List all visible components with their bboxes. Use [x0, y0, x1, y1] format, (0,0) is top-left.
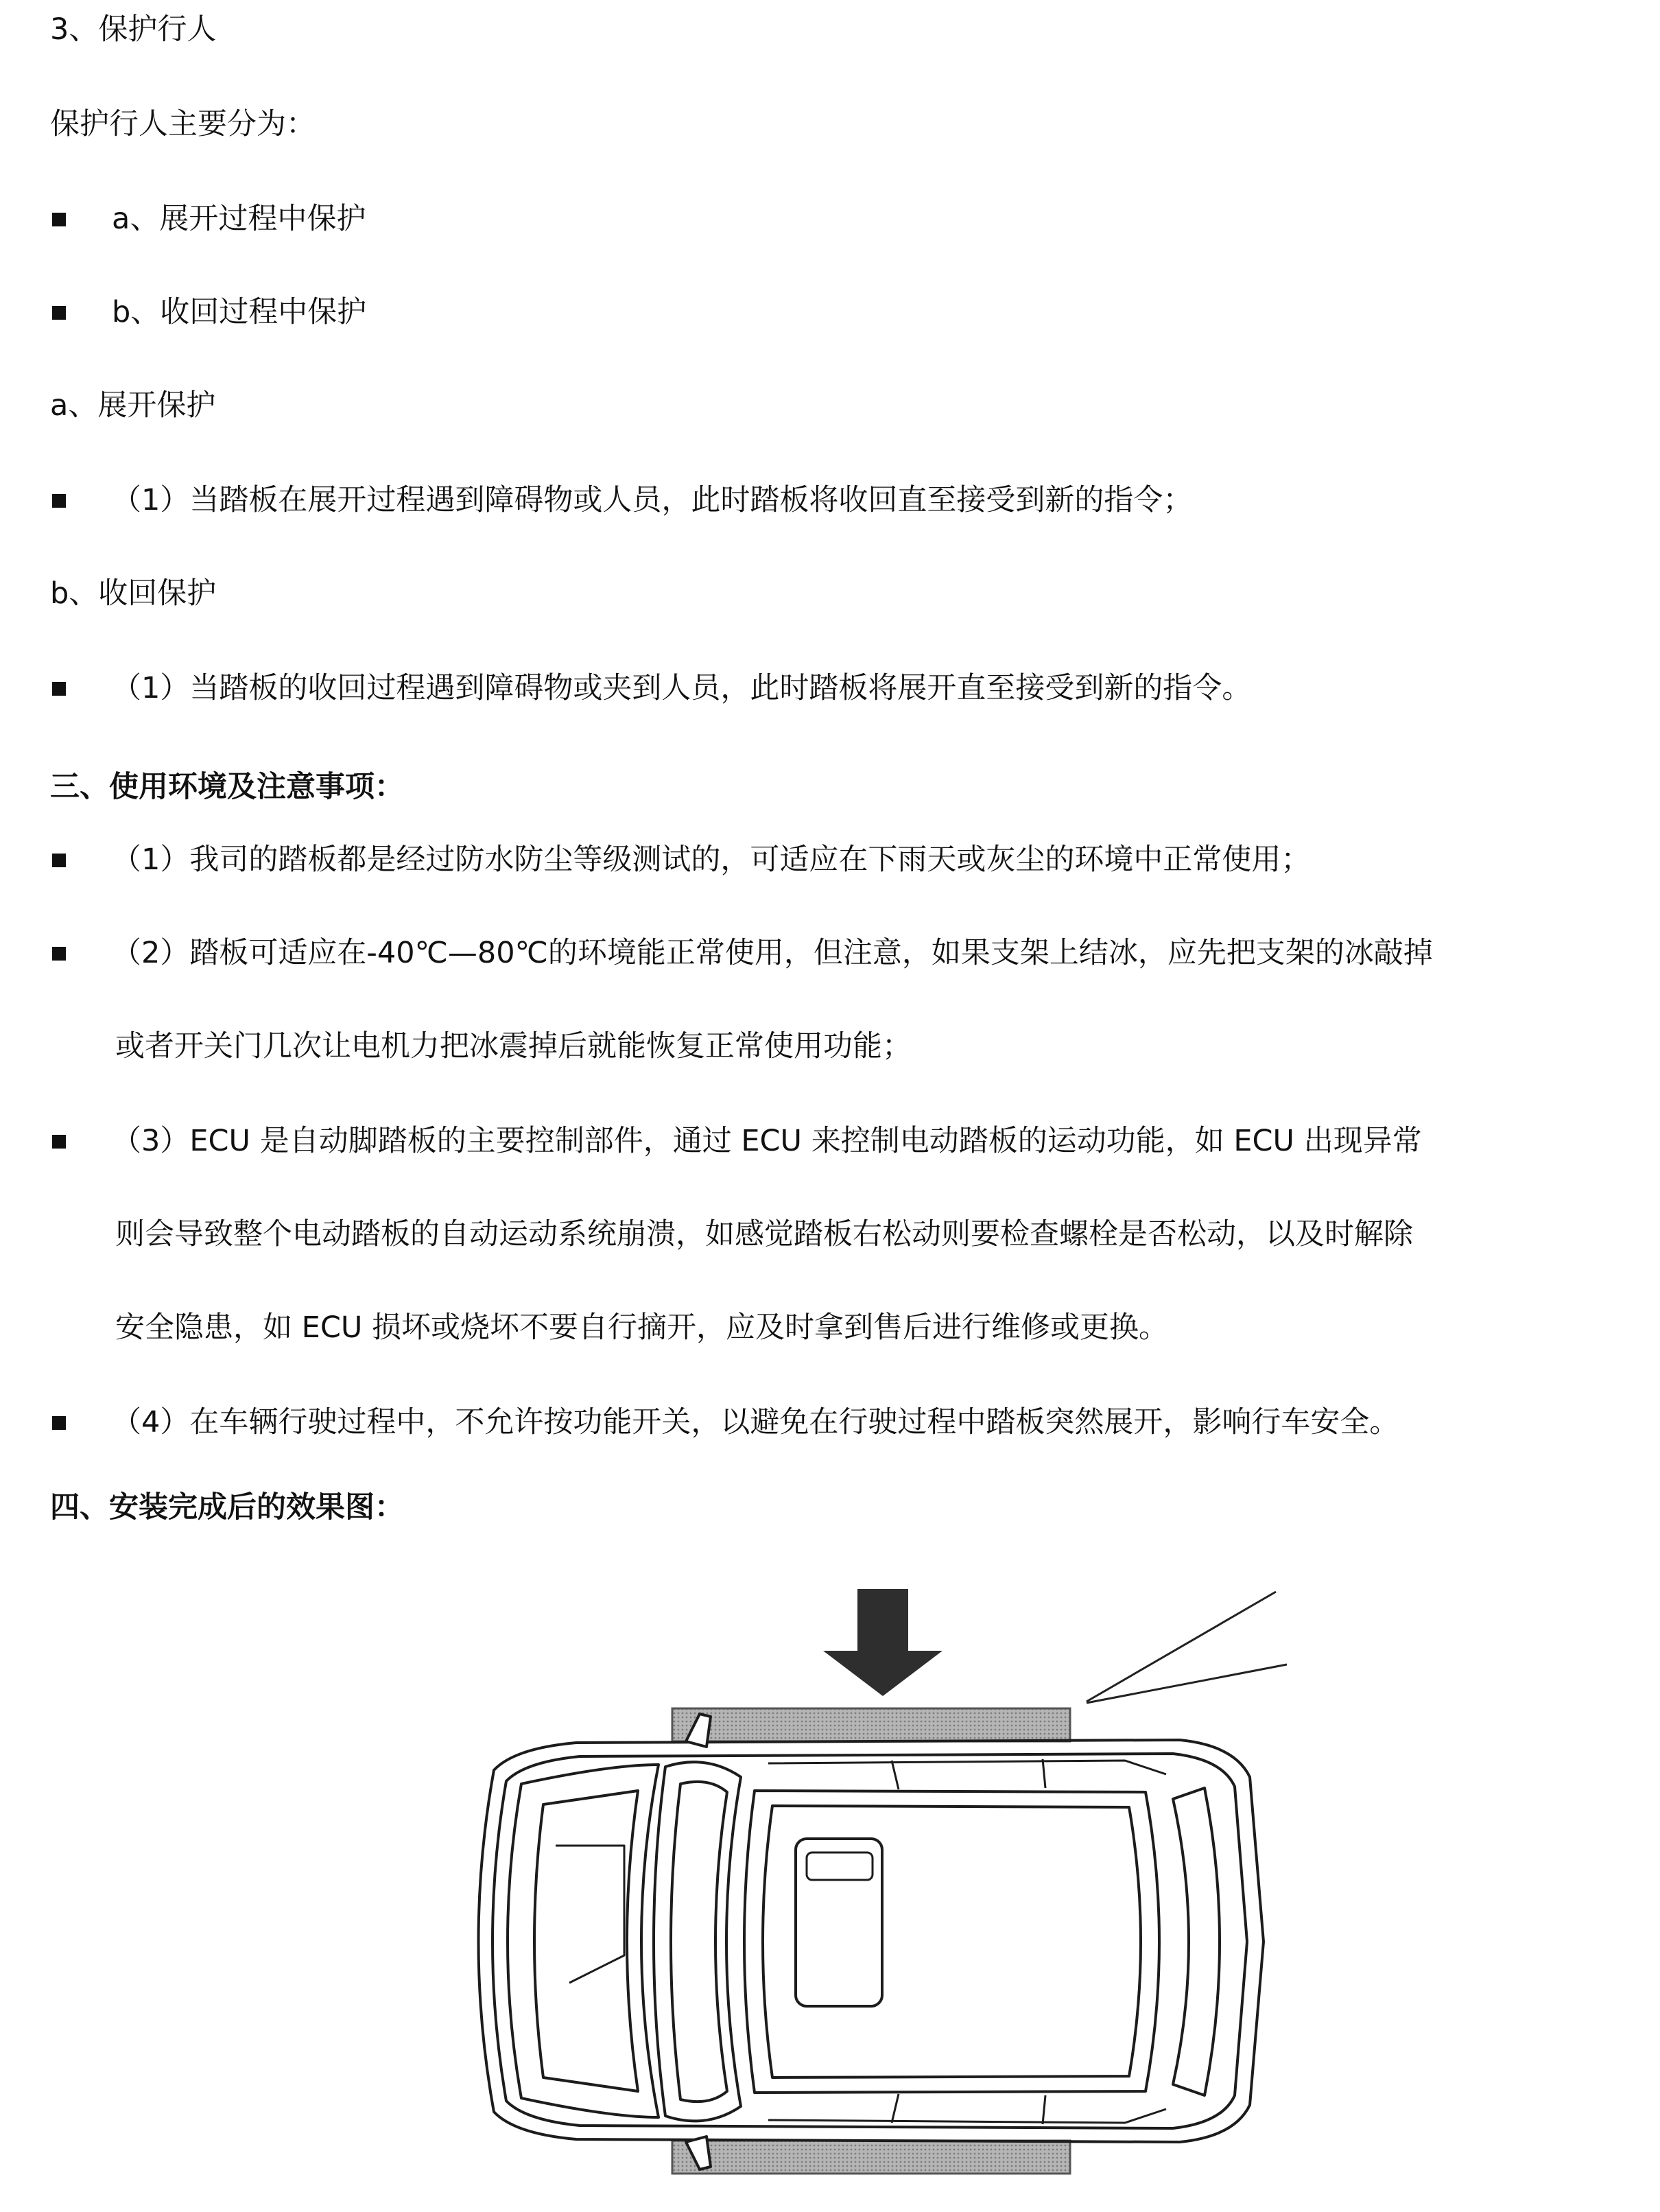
subsection-b-title: b、收回保护: [50, 576, 217, 611]
env-item-2-line-1: （2）踏板可适应在-40℃—80℃的环境能正常使用，但注意，如果支架上结冰，应先把支架的冰敲掉: [112, 936, 1433, 970]
subsection-b-text: （1）当踏板的收回过程遇到障碍物或夹到人员，此时踏板将展开直至接受到新的指令。: [112, 671, 1252, 705]
env-item-3-line-2: 则会导致整个电动踏板的自动运动系统崩溃，如感觉踏板右松动则要检查螺栓是否松动，以及时解除: [115, 1217, 1413, 1251]
section-env-title: 三、使用环境及注意事项：: [50, 770, 404, 804]
bullet-icon: [52, 854, 66, 867]
callout-lines: [1087, 1592, 1287, 1703]
env-item-1: （1）我司的踏板都是经过防水防尘等级测试的，可适应在下雨天或灰尘的环境中正常使用；: [112, 843, 1311, 877]
bullet-icon: [52, 1416, 66, 1430]
env-item-3-line-3: 安全隐患，如 ECU 损坏或烧坏不要自行摘开，应及时拿到售后进行维修或更换。: [115, 1310, 1169, 1345]
running-board-bottom: [672, 2141, 1070, 2174]
section-3-title: 3、保护行人: [50, 12, 217, 47]
section-3-intro: 保护行人主要分为：: [50, 107, 316, 141]
bullet-icon: [52, 1135, 66, 1149]
car-body: [479, 1714, 1264, 2169]
bullet-icon: [52, 213, 66, 226]
bullet-icon: [52, 306, 66, 320]
subsection-a-title: a、展开保护: [50, 388, 216, 423]
list-item-deploy-protect: a、展开过程中保护: [112, 202, 366, 236]
env-item-4: （4）在车辆行驶过程中，不允许按功能开关，以避免在行驶过程中踏板突然展开，影响行车安全。: [112, 1405, 1399, 1439]
down-arrow-icon: [823, 1589, 942, 1696]
env-item-2-line-2: 或者开关门几次让电机力把冰震掉后就能恢复正常使用功能；: [115, 1029, 912, 1063]
bullet-icon: [52, 494, 66, 508]
section-fig-title: 四、安装完成后的效果图：: [50, 1490, 404, 1525]
bullet-icon: [52, 947, 66, 961]
list-item-retract-protect: b、收回过程中保护: [112, 295, 367, 329]
bullet-icon: [52, 682, 66, 696]
env-item-3-line-1: （3）ECU 是自动脚踏板的主要控制部件，通过 ECU 来控制电动踏板的运动功能，如 ECU 出现异常: [112, 1124, 1422, 1158]
vehicle-top-view-figure: [384, 1571, 1303, 2189]
subsection-a-text: （1）当踏板在展开过程遇到障碍物或人员，此时踏板将收回直至接受到新的指令；: [112, 483, 1193, 517]
running-board-top: [672, 1708, 1070, 1741]
